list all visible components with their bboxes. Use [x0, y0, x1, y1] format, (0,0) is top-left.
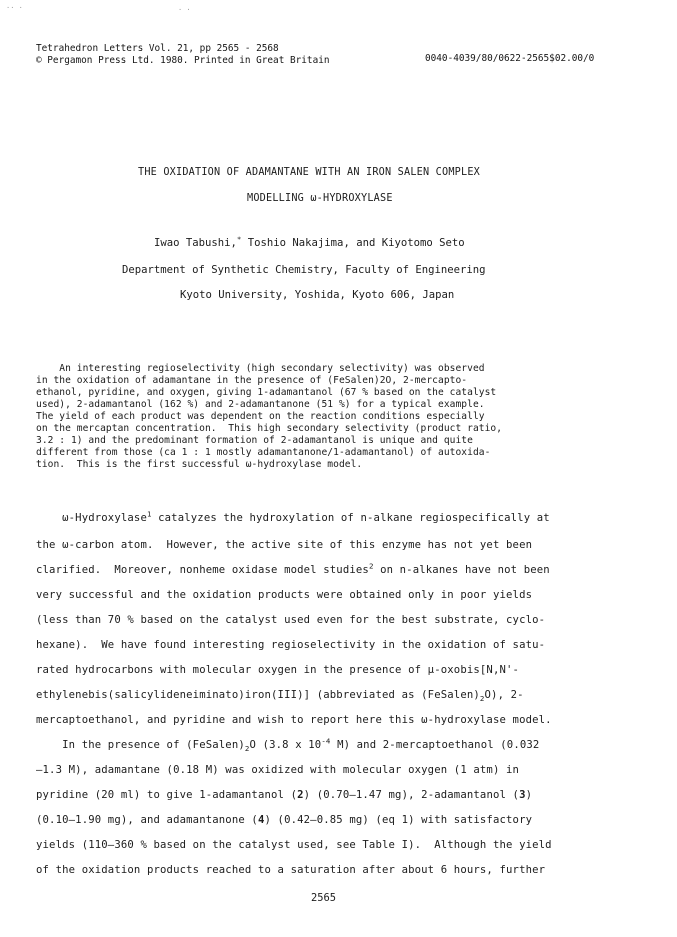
- body-text: ) (0.42—0.85 mg) (eq 1) with satisfactory: [264, 814, 533, 826]
- publisher-line: © Pergamon Press Ltd. 1980. Printed in Great Britain: [36, 55, 330, 66]
- scan-artifact: · ·: [178, 6, 191, 14]
- author-names-rest: Toshio Nakajima, and Kiyotomo Seto: [241, 237, 465, 249]
- body-text: catalyzes the hydroxylation of n-alkane regiospecifically at: [151, 512, 550, 524]
- body-line: yields (110—360 % based on the catalyst used, see Table I). Although the yield: [36, 839, 552, 851]
- body-line: [36, 689, 524, 704]
- body-line: [36, 815, 532, 826]
- body-text: O (3.8 x 10: [249, 739, 322, 751]
- abstract-line: The yield of each product was dependent on the reaction conditions especially: [36, 411, 485, 422]
- affiliation-university: Kyoto University, Yoshida, Kyoto 606, Japan: [180, 289, 455, 301]
- body-text: In the presence of (FeSalen): [36, 739, 245, 751]
- body-line: rated hydrocarbons with molecular oxygen in the presence of μ-oxobis[N,N'-: [36, 664, 520, 676]
- body-text: ethylenebis(salicylideneiminato)iron(III)] (abbreviated as (FeSalen): [36, 689, 480, 701]
- body-text: ω-Hydroxylase: [36, 512, 147, 524]
- body-text: ) (0.70—1.47 mg), 2-adamantanol (: [303, 789, 520, 801]
- body-line: hexane). We have found interesting regioselectivity in the oxidation of satu-: [36, 639, 546, 651]
- corresponding-author-mark: *: [236, 234, 242, 244]
- abstract-line: used), 2-adamantanol (162 %) and 2-adamantanone (51 %) for a typical example.: [36, 399, 485, 410]
- article-title-line-1: THE OXIDATION OF ADAMANTANE WITH AN IRON SALEN COMPLEX: [138, 167, 481, 178]
- subscript: 2: [479, 694, 485, 704]
- body-line: [36, 509, 550, 524]
- body-text: pyridine (20 ml) to give 1-adamantanol (: [36, 789, 298, 801]
- compound-number: 3: [519, 789, 526, 801]
- body-line: [36, 736, 540, 754]
- body-line: very successful and the oxidation products were obtained only in poor yields: [36, 589, 533, 601]
- body-line: [36, 561, 550, 576]
- body-line: mercaptoethanol, and pyridine and wish to report here this ω-hydroxylase model.: [36, 714, 552, 726]
- page-number: 2565: [311, 892, 337, 904]
- body-line: —1.3 M), adamantane (0.18 M) was oxidized with molecular oxygen (1 atm) in: [36, 764, 520, 776]
- body-text: on n-alkanes have not been: [373, 564, 550, 576]
- body-line: (less than 70 % based on the catalyst used even for the best substrate, cyclo-: [36, 614, 546, 626]
- journal-citation: Tetrahedron Letters Vol. 21, pp 2565 - 2568: [36, 43, 279, 54]
- article-title-line-2: MODELLING ω-HYDROXYLASE: [247, 193, 393, 204]
- body-text: clarified. Moreover, nonheme oxidase model studies: [36, 564, 369, 576]
- abstract-line: An interesting regioselectivity (high secondary selectivity) was observed: [36, 363, 485, 374]
- abstract-line: 3.2 : 1) and the predominant formation of 2-adamantanol is unique and quite: [36, 435, 473, 446]
- compound-number: 4: [257, 814, 265, 826]
- reference-mark: 2: [368, 561, 374, 571]
- subscript: 2: [244, 744, 250, 754]
- body-text: O), 2-: [484, 689, 524, 701]
- abstract-line: different from those (ca 1 : 1 mostly adamantanone/1-adamantanol) of autoxida-: [36, 447, 491, 458]
- reference-mark: 1: [146, 509, 152, 519]
- compound-number: 2: [297, 789, 304, 801]
- abstract-line: on the mercaptan concentration. This high secondary selectivity (product ratio,: [36, 423, 503, 434]
- abstract-line: ethanol, pyridine, and oxygen, giving 1-adamantanol (67 % based on the catalyst: [36, 387, 497, 398]
- abstract-line: tion. This is the first successful ω-hydroxylase model.: [36, 459, 363, 470]
- body-line: the ω-carbon atom. However, the active site of this enzyme has not yet been: [36, 539, 533, 551]
- body-line: of the oxidation products reached to a saturation after about 6 hours, further: [36, 864, 546, 876]
- body-text: M) and 2-mercaptoethanol (0.032: [330, 739, 540, 751]
- article-code: 0040-4039/80/0622-2565$02.00/0: [425, 53, 595, 64]
- author-line: [154, 234, 465, 249]
- body-line: [36, 790, 532, 801]
- body-text: ): [525, 789, 533, 801]
- abstract-line: in the oxidation of adamantane in the presence of (FeSalen)2O, 2-mercapto-: [36, 375, 468, 386]
- scan-artifact: ·· ·: [6, 4, 23, 12]
- exponent: -4: [321, 736, 331, 746]
- affiliation-department: Department of Synthetic Chemistry, Faculty of Engineering: [122, 264, 486, 276]
- author-names-first: Iwao Tabushi,: [154, 237, 237, 249]
- body-text: (0.10—1.90 mg), and adamantanone (: [36, 814, 258, 826]
